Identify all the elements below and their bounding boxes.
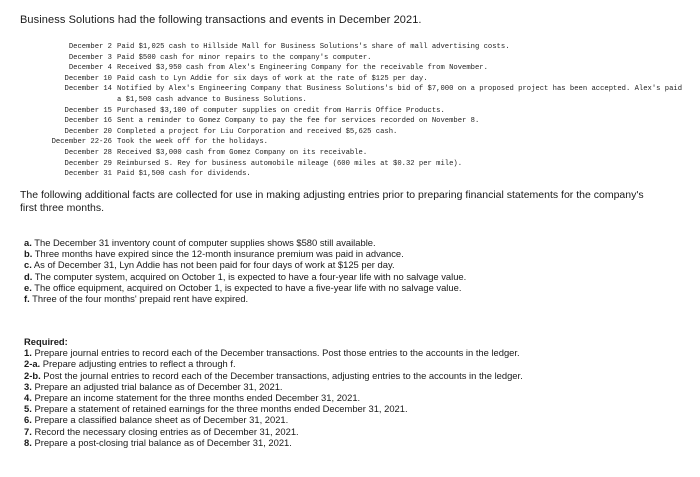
event-text: Paid $500 cash for minor repairs to the company's computer. [117, 53, 372, 62]
fact-item [24, 271, 664, 282]
facts-intro: The following additional facts are collected for use in making adjusting entries prior to preparing financial statements for the company's first three months. [20, 189, 644, 214]
event-text: Sent a reminder to Gomez Company to pay the fee for services recorded on November 8. [117, 117, 480, 126]
event-row [20, 169, 690, 180]
event-text: Paid $1,500 cash for dividends. [117, 170, 251, 179]
event-text: Took the week off for the holidays. [117, 138, 268, 147]
required-text: Post the journal entries to record each of the December transactions, adjusting entries to the accounts in the ledger. [43, 369, 523, 381]
event-row [20, 42, 690, 53]
fact-text: Three months have expired since the 12-month insurance premium was paid in advance. [34, 248, 404, 260]
fact-text: The computer system, acquired on October 1, is expected to have a four-year life with no salvage value. [34, 270, 467, 282]
event-row [20, 84, 690, 105]
event-text: Notified by Alex's Engineering Company that Business Solutions's bid of $7,000 on a proposed project has been accepted. Alex's paid a $1,500 cash advance to Business Solutions. [117, 85, 683, 104]
event-row [20, 137, 690, 148]
required-label: 4. [24, 392, 32, 404]
fact-item [24, 237, 664, 248]
required-label: 7. [24, 425, 32, 437]
required-item [24, 347, 684, 358]
event-date: December 20 [64, 127, 112, 136]
fact-item [24, 293, 664, 304]
fact-label: f. [24, 293, 30, 305]
fact-item [24, 259, 664, 270]
event-date: December 31 [64, 170, 112, 179]
event-date: December 28 [64, 148, 112, 157]
required-item [24, 392, 684, 403]
required-item [24, 403, 684, 414]
event-row [20, 116, 690, 127]
event-text: Paid $1,025 cash to Hillside Mall for Business Solutions's share of mall advertising costs. [117, 43, 510, 51]
fact-label: b. [24, 248, 33, 260]
event-row [20, 106, 690, 117]
required-text: Record the necessary closing entries as of December 31, 2021. [34, 425, 299, 437]
event-row [20, 53, 690, 64]
required-heading: Required: [24, 336, 68, 347]
fact-text: As of December 31, Lyn Addie has not been paid for four days of work at $125 per day. [33, 259, 395, 271]
required-item [24, 370, 684, 381]
fact-label: c. [24, 259, 32, 271]
required-label: 5. [24, 403, 32, 415]
required-item [24, 358, 684, 369]
required-text: Prepare a statement of retained earnings for the three months ended December 31, 2021. [34, 403, 408, 415]
event-row [20, 159, 690, 170]
required-section [24, 336, 684, 448]
event-date: December 14 [64, 85, 112, 94]
fact-label: d. [24, 270, 33, 282]
required-text: Prepare journal entries to record each of the December transactions. Post those entries to the accounts in the ledger. [34, 347, 520, 359]
event-text: Purchased $3,100 of computer supplies on credit from Harris Office Products. [117, 106, 445, 115]
fact-label: e. [24, 281, 32, 293]
event-text: Received $3,950 cash from Alex's Engineering Company for the receivable from November. [117, 64, 488, 73]
required-label: 3. [24, 380, 32, 392]
required-label: 1. [24, 347, 32, 359]
event-date: December 22-26 [51, 138, 112, 147]
required-label: 6. [24, 414, 32, 426]
event-row [20, 74, 690, 85]
event-date: December 16 [64, 117, 112, 126]
fact-text: The office equipment, acquired on October 1, is expected to have a five-year life with no salvage value. [34, 281, 462, 293]
required-text: Prepare an adjusted trial balance as of December 31, 2021. [34, 380, 283, 392]
required-text: Prepare a post-closing trial balance as of December 31, 2021. [34, 436, 292, 448]
events-list [20, 42, 690, 180]
required-label: 2-a. [24, 358, 41, 370]
additional-facts-list [24, 237, 664, 304]
event-row [20, 63, 690, 74]
event-text: Reimbursed S. Rey for business automobile mileage (600 miles at $0.32 per mile). [117, 159, 463, 168]
required-label: 2-b. [24, 369, 41, 381]
event-row [20, 148, 690, 159]
fact-text: The December 31 inventory count of computer supplies shows $580 still available. [34, 237, 376, 248]
event-text: Paid cash to Lyn Addie for six days of work at the rate of $125 per day. [117, 74, 428, 83]
event-date: December 2 [68, 43, 112, 51]
event-text: Completed a project for Liu Corporation and received $5,625 cash. [117, 127, 398, 136]
fact-text: Three of the four months' prepaid rent have expired. [32, 293, 249, 305]
event-date: December 29 [64, 159, 112, 168]
problem-intro: Business Solutions had the following transactions and events in December 2021. [20, 14, 422, 26]
required-item [24, 437, 684, 448]
event-date: December 3 [68, 53, 112, 62]
event-date: December 10 [64, 74, 112, 83]
event-text: Received $3,000 cash from Gomez Company on its receivable. [117, 148, 368, 157]
fact-item [24, 282, 664, 293]
required-text: Prepare adjusting entries to reflect a through f. [42, 358, 236, 370]
required-item [24, 414, 684, 425]
required-item [24, 381, 684, 392]
event-date: December 15 [64, 106, 112, 115]
required-item [24, 426, 684, 437]
event-date: December 4 [68, 64, 112, 73]
required-text: Prepare a classified balance sheet as of December 31, 2021. [34, 414, 289, 426]
fact-label: a. [24, 237, 32, 248]
required-text: Prepare an income statement for the three months ended December 31, 2021. [34, 392, 361, 404]
fact-item [24, 248, 664, 259]
required-label: 8. [24, 436, 32, 448]
event-row [20, 127, 690, 138]
